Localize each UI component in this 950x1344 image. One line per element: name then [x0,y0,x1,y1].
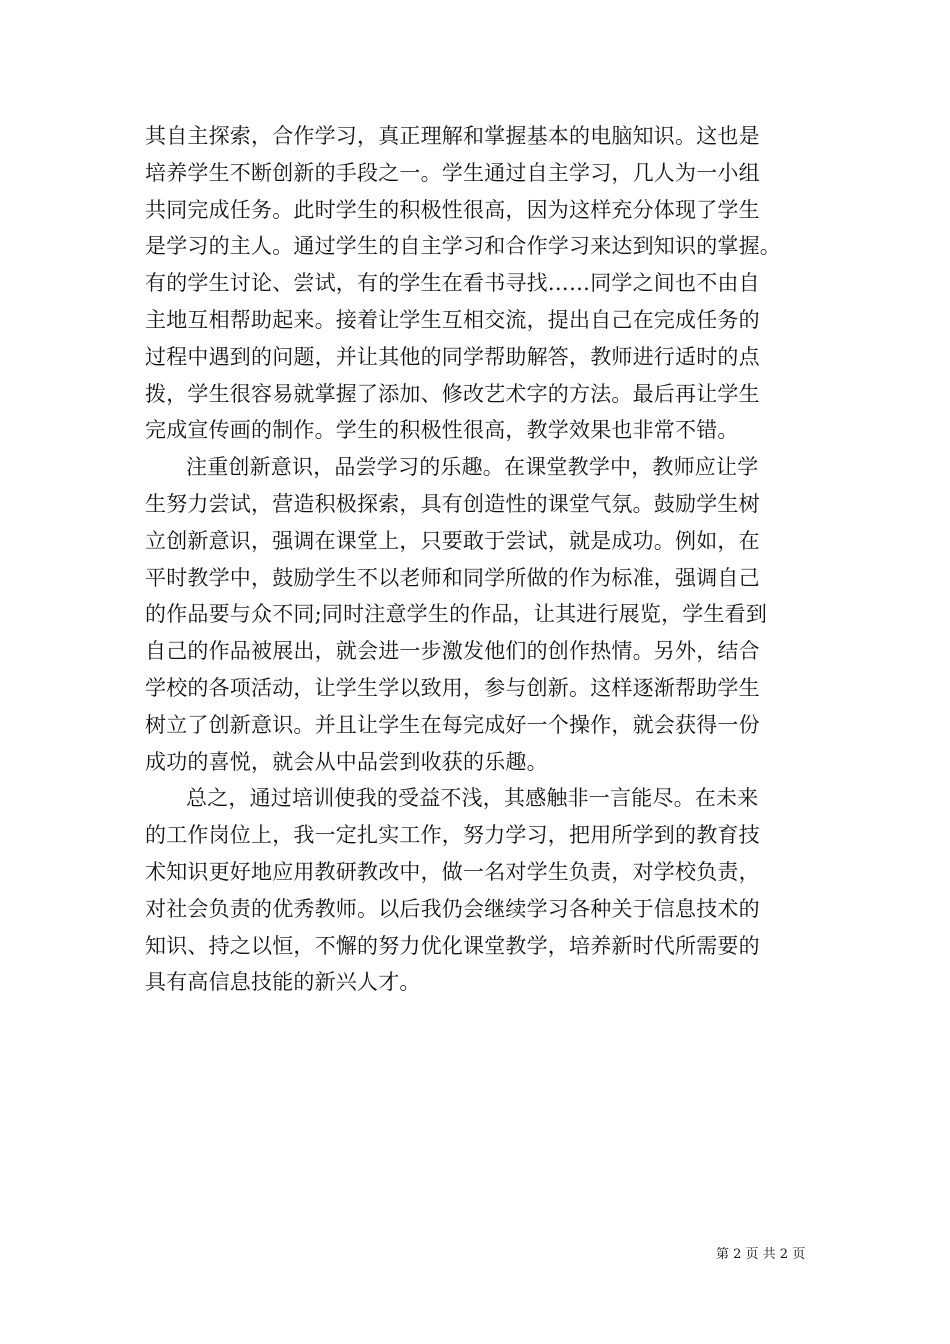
text-line: 知识、持之以恒，不懈的努力优化课堂教学，培养新时代所需要的 [145,933,760,958]
page-number-footer: 第 2 页 共 2 页 [716,1247,806,1262]
text-line: 学校的各项活动，让学生学以致用，参与创新。这样逐渐帮助学生 [145,675,760,700]
text-line: 培养学生不断创新的手段之一。学生通过自主学习，几人为一小组 [145,160,760,185]
text-line: 术知识更好地应用教研教改中，做一名对学生负责，对学校负责， [145,859,760,884]
text-line: 其自主探索，合作学习，真正理解和掌握基本的电脑知识。这也是 [145,124,760,148]
text-line: 生努力尝试，营造积极探索，具有创造性的课堂气氛。鼓励学生树 [145,491,760,516]
text-line: 完成宣传画的制作。学生的积极性很高，教学效果也非常不错。 [145,418,739,443]
body-text [145,118,810,1001]
paragraph-start-line: 总之，通过培训使我的受益不浅，其感触非一言能尽。在未来 [186,786,759,811]
text-line: 的作品要与众不同;同时注意学生的作品，让其进行展览，学生看到 [145,602,768,627]
text-line: 具有高信息技能的新兴人才。 [145,970,421,995]
text-line: 成功的喜悦，就会从中品尝到收获的乐趣。 [145,749,548,774]
text-line: 过程中遇到的问题，并让其他的同学帮助解答，教师进行适时的点 [145,344,760,369]
text-line: 自己的作品被展出，就会进一步激发他们的创作热情。另外，结合 [145,639,760,664]
text-line: 拨，学生很容易就掌握了添加、修改艺术字的方法。最后再让学生 [145,381,760,406]
text-line: 共同完成任务。此时学生的积极性很高，因为这样充分体现了学生 [145,197,760,222]
text-line: 有的学生讨论、尝试，有的学生在看书寻找……同学之间也不由自 [145,271,760,296]
text-line: 的工作岗位上，我一定扎实工作，努力学习，把用所学到的教育技 [145,823,760,848]
text-line: 对社会负责的优秀教师。以后我仍会继续学习各种关于信息技术的 [145,896,760,921]
text-line: 平时教学中，鼓励学生不以老师和同学所做的作为标准，强调自己 [145,565,760,590]
text-line: 主地互相帮助起来。接着让学生互相交流，提出自己在完成任务的 [145,307,760,332]
text-line: 是学习的主人。通过学生的自主学习和合作学习来达到知识的掌握。 [145,234,781,259]
text-line: 立创新意识，强调在课堂上，只要敢于尝试，就是成功。例如，在 [145,528,760,553]
paragraph-start-line: 注重创新意识，品尝学习的乐趣。在课堂教学中，教师应让学 [186,455,759,480]
text-line: 树立了创新意识。并且让学生在每完成好一个操作，就会获得一份 [145,712,760,737]
